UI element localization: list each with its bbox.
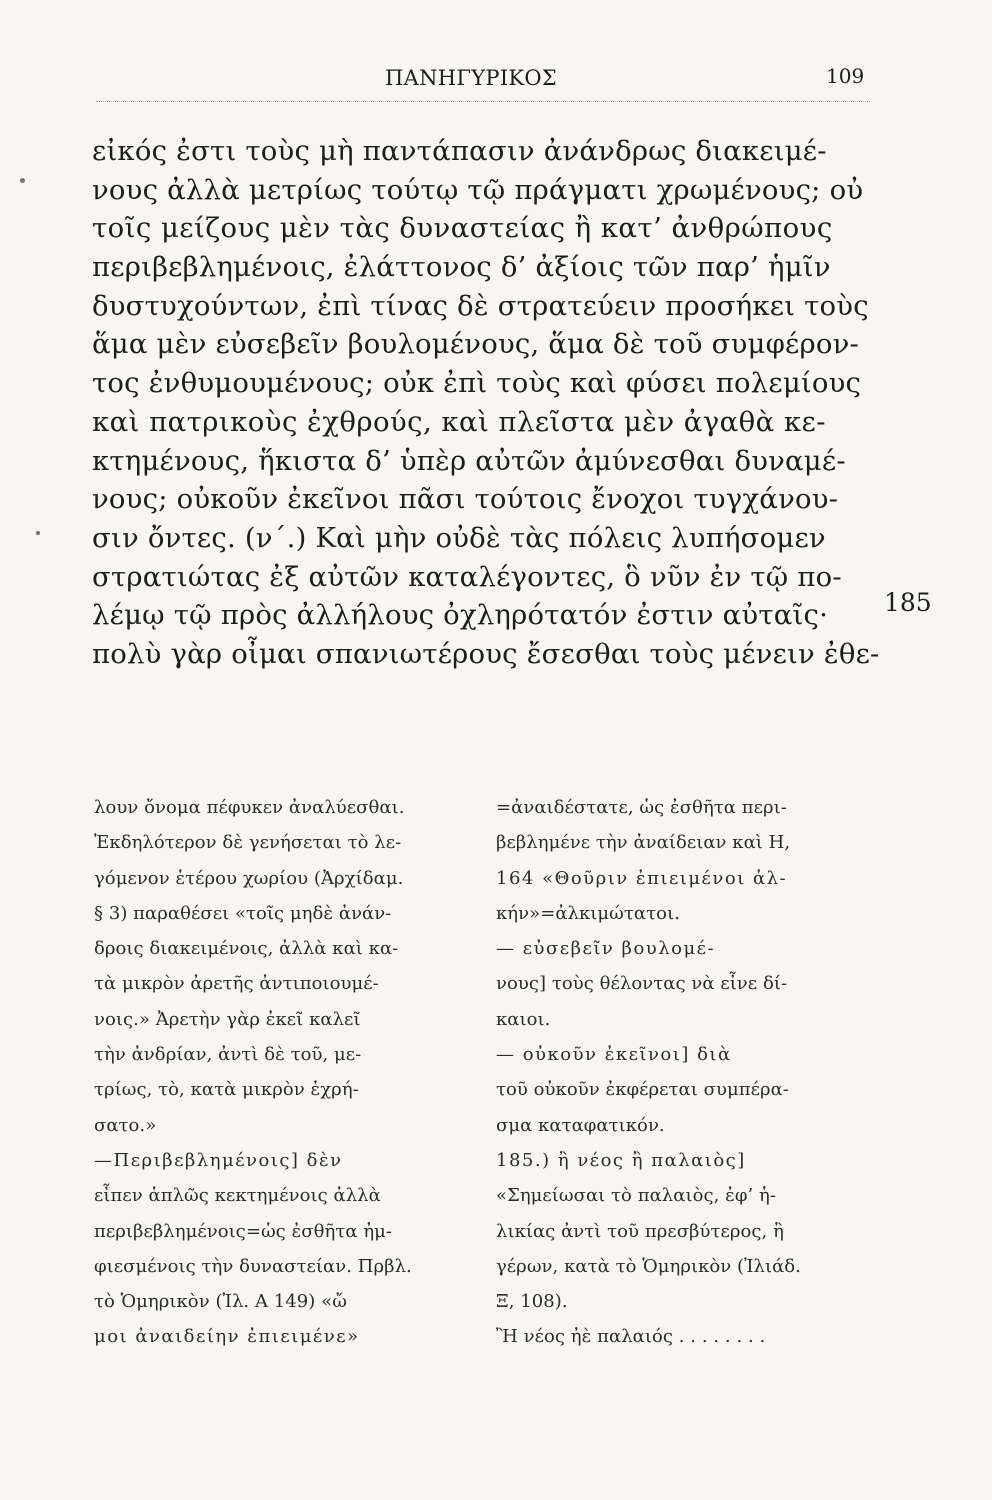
main-text-line: καὶ πατρικοὺς ἐχθρούς, καὶ πλεῖστα μὲν ἀγαθὰ κε- <box>92 405 826 438</box>
note-line: λικίας ἀντὶ τοῦ πρεσβύτερος, ἢ <box>496 1220 784 1242</box>
main-text-line: τοῖς μείζους μὲν τὰς δυναστείας ἢ κατ’ ἀνθρώπους <box>92 212 833 245</box>
note-line: § 3) παραθέσει «τοῖς μηδὲ ἀνάν- <box>94 902 392 924</box>
note-line: γέρων, κατὰ τὸ Ὁμηρικὸν (Ἰλιάδ. <box>496 1255 801 1277</box>
note-line: Ξ, 108). <box>496 1291 568 1313</box>
page-number: 109 <box>826 64 865 88</box>
main-text-line: στρατιώτας ἐξ αὐτῶν καταλέγοντες, ὃ νῦν ἐν τῷ πο- <box>92 560 842 593</box>
main-text-line: πολὺ γὰρ οἶμαι σπανιωτέρους ἔσεσθαι τοὺς μένειν ἐθε- <box>92 637 880 670</box>
note-line: σμα καταφατικόν. <box>496 1114 665 1136</box>
note-line: τὸ Ὁμηρικὸν (Ἰλ. Α 149) «ὤ <box>94 1291 347 1313</box>
main-text-line: σιν ὄντες. (ν΄.) Καὶ μὴν οὐδὲ τὰς πόλεις λυπήσομεν <box>92 521 826 554</box>
note-line: Ἢ νέος ἠὲ παλαιός . . . . . . . . <box>496 1326 766 1348</box>
note-line: περιβεβλημένοις=ὡς ἐσθῆτα ἠμ- <box>94 1220 393 1242</box>
note-line: τοῦ οὐκοῦν ἐκφέρεται συμπέρα- <box>496 1079 789 1101</box>
note-line: βεβλημένε τὴν ἀναίδειαν καὶ Η, <box>496 832 791 854</box>
note-line: εἶπεν ἁπλῶς κεκτημένοις ἀλλὰ <box>94 1185 381 1207</box>
notes-left-column <box>94 790 474 1355</box>
note-line: γόμενον ἑτέρου χωρίου (Ἀρχίδαμ. <box>94 867 404 889</box>
note-line: — εὐσεβεῖν βουλομέ- <box>496 938 716 960</box>
scan-speck <box>36 531 40 535</box>
margin-number: 185 <box>884 588 932 617</box>
running-title: ΠΑΝΗΓΥΡΙΚΟΣ <box>385 66 558 90</box>
note-line: 164 «Θοῦριν ἐπιειμένοι ἀλ- <box>496 867 788 889</box>
note-line: δροις διακειμένοις, ἀλλὰ καὶ κα- <box>94 938 399 960</box>
running-head <box>0 58 992 94</box>
note-line: =ἀναιδέστατε, ὡς ἐσθῆτα περι- <box>496 797 787 818</box>
main-text-line: ἅμα μὲν εὐσεβεῖν βουλομένους, ἅμα δὲ τοῦ συμφέρον- <box>92 328 860 361</box>
main-text-line: δυστυχούντων, ἐπὶ τίνας δὲ στρατεύειν προσήκει τοὺς <box>92 289 869 322</box>
main-text-line: κτημένους, ἥκιστα δ’ ὑπὲρ αὐτῶν ἀμύνεσθαι δυναμέ- <box>92 444 846 477</box>
note-line: λουν ὄνομα πέφυκεν ἀναλύεσθαι. <box>94 797 405 818</box>
main-text-line: τος ἐνθυμουμένους; οὐκ ἐπὶ τοὺς καὶ φύσει πολεμίους <box>92 367 862 400</box>
main-text <box>92 132 880 674</box>
note-line: νους] τοὺς θέλοντας νὰ εἶνε δί- <box>496 973 788 995</box>
main-text-line: εἰκός ἐστι τοὺς μὴ παντάπασιν ἀνάνδρως διακειμέ- <box>92 135 827 167</box>
note-line: μοι ἀναιδείην ἐπιειμένε» <box>94 1326 360 1348</box>
notes-right-column <box>496 790 886 1355</box>
main-text-line: νους; οὐκοῦν ἐκεῖνοι πᾶσι τούτοις ἔνοχοι τυγχάνου- <box>92 483 839 516</box>
note-line: — οὐκοῦν ἐκεῖνοι] διὰ <box>496 1044 732 1066</box>
main-text-line: λέμῳ τῷ πρὸς ἀλλήλους ὀχληρότατόν ἐστιν αὐταῖς· <box>92 599 829 632</box>
note-line: 185.) ἢ νέος ἢ παλαιὸς] <box>496 1149 746 1171</box>
note-line: «Σημείωσαι τὸ παλαιὸς, ἐφ’ ἡ- <box>496 1185 777 1207</box>
note-line: Ἐκδηλότερον δὲ γενήσεται τὸ λε- <box>94 832 402 854</box>
main-text-line: περιβεβλημένοις, ἐλάττονος δ’ ἀξίοις τῶν παρ’ ἡμῖν <box>92 251 831 284</box>
note-line: νοις.» Ἀρετὴν γὰρ ἐκεῖ καλεῖ <box>94 1008 361 1030</box>
note-line: τὰ μικρὸν ἀρετῆς ἀντιποιουμέ- <box>94 973 379 995</box>
note-line: —Περιβεβλημένοις] δὲν <box>94 1149 343 1171</box>
main-text-line: νους ἀλλὰ μετρίως τούτῳ τῷ πράγματι χρωμένους; οὐ <box>92 173 864 206</box>
note-line: σατο.» <box>94 1114 157 1136</box>
note-line: καιοι. <box>496 1008 551 1030</box>
note-line: τὴν ἀνδρίαν, ἀντὶ δὲ τοῦ, με- <box>94 1044 362 1066</box>
header-rule <box>96 101 870 102</box>
note-line: φιεσμένοις τὴν δυναστείαν. Πρβλ. <box>94 1255 412 1277</box>
note-line: κήν»=ἀλκιμώτατοι. <box>496 902 680 924</box>
note-line: τρίως, τὸ, κατὰ μικρὸν ἐχρή- <box>94 1079 359 1101</box>
scan-speck <box>20 178 25 183</box>
